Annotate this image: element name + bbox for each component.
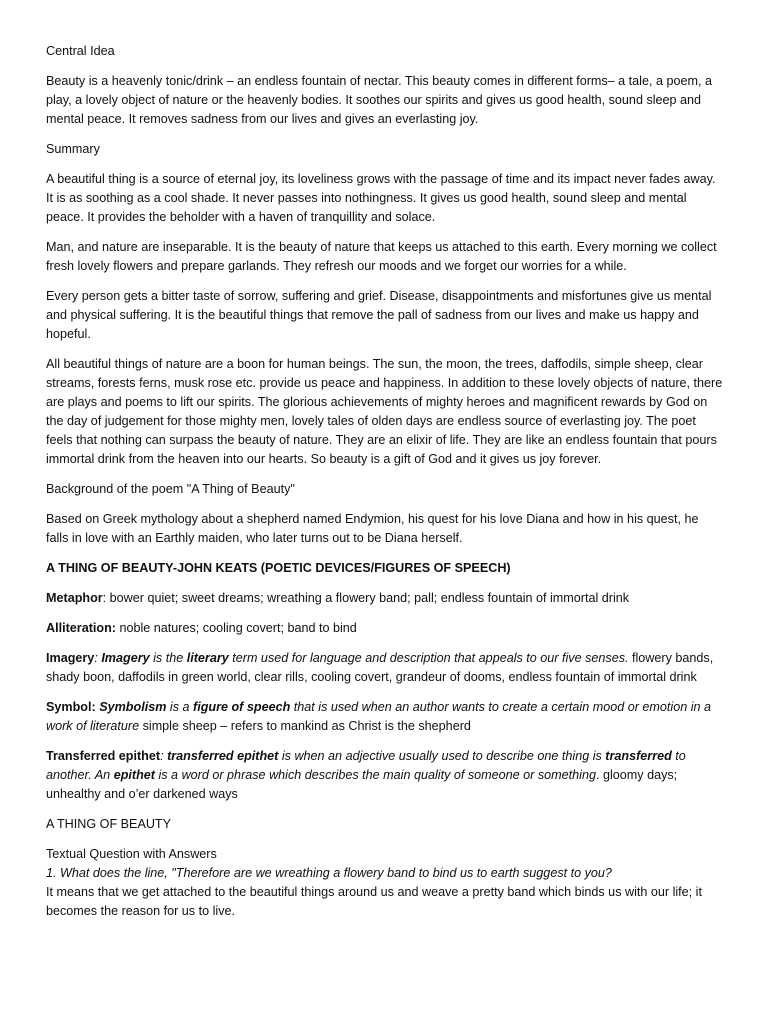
imagery-label: Imagery xyxy=(46,651,95,665)
summary-paragraph-2: Man, and nature are inseparable. It is the beauty of nature that keeps us attached to this earth. Every morning we collect fresh lovely flowers and prepare garlands. They refresh our moods and we forget our worries for a while. xyxy=(46,240,717,273)
qa-heading: Textual Question with Answers xyxy=(46,847,217,861)
transferred-text: . gloomy days; unhealthy and o’er darkened ways xyxy=(46,768,678,801)
background-heading: Background of the poem "A Thing of Beauty" xyxy=(46,482,295,496)
imagery-term-2: literary xyxy=(186,651,229,665)
imagery-term: Imagery xyxy=(101,651,150,665)
qa-answer-1: It means that we get attached to the beautiful things around us and weave a pretty band which binds us with our life; it becomes the reason for us to live. xyxy=(46,885,702,918)
metaphor-label: Metaphor xyxy=(46,591,103,605)
symbol-colon: : xyxy=(91,700,100,714)
metaphor-text: : bower quiet; sweet dreams; wreathing a flowery band; pall; endless fountain of immortal drink xyxy=(102,591,630,605)
imagery-text: flowery bands, shady boon, daffodils in green world, clear rills, cooling covert, grandeur of dooms, endless fountain of immortal drink xyxy=(46,651,714,684)
transferred-def-1: is when an adjective usually used to describe one thing is xyxy=(278,749,606,763)
metaphor-entry xyxy=(46,589,724,608)
transferred-label: Transferred epithet xyxy=(46,749,161,763)
alliteration-label: Alliteration: xyxy=(46,621,116,635)
transferred-def-2: to another. An xyxy=(46,749,686,782)
symbol-term: Symbolism xyxy=(99,700,167,714)
symbol-def-2: that is used when an author wants to create a certain mood or emotion in a work of literature xyxy=(46,700,712,733)
transferred-term: transferred epithet xyxy=(167,749,279,763)
imagery-entry xyxy=(46,649,724,687)
symbol-def-1: is a xyxy=(166,700,193,714)
transferred-term-3: epithet xyxy=(113,768,155,782)
central-idea-body: Beauty is a heavenly tonic/drink – an endless fountain of nectar. This beauty comes in different forms– a tale, a poem, a play, a lovely object of nature or the heavenly bodies. It soothes our spirits and gives us good health, sound sleep and mental peace. It removes sadness from our lives and gives an everlasting joy. xyxy=(46,74,712,126)
transferred-epithet-entry xyxy=(46,747,724,804)
summary-paragraph-3: Every person gets a bitter taste of sorrow, suffering and grief. Disease, disappointments and misfortunes give us mental and physical suffering. It is the beautiful things that remove the pall of sadness from our lives and make us happy and hopeful. xyxy=(46,289,712,341)
devices-heading: A THING OF BEAUTY-JOHN KEATS (POETIC DEVICES/FIGURES OF SPEECH) xyxy=(46,561,511,575)
background-body: Based on Greek mythology about a shepherd named Endymion, his quest for his love Diana and how in his quest, he falls in love with an Earthly maiden, who later turns out to be Diana herself. xyxy=(46,512,699,545)
symbol-label: Symbol xyxy=(46,700,92,714)
transferred-term-2: transferred xyxy=(605,749,672,763)
thing-of-beauty-heading: A THING OF BEAUTY xyxy=(46,817,172,831)
symbol-text: simple sheep – refers to mankind as Christ is the shepherd xyxy=(139,719,471,733)
alliteration-text: noble natures; cooling covert; band to bind xyxy=(115,621,357,635)
document-page xyxy=(46,42,724,932)
summary-paragraph-1: A beautiful thing is a source of eternal joy, its loveliness grows with the passage of time and its impact never fades away. It is as soothing as a cool shade. It never passes into nothingness. It gives us good health, sound sleep and mental peace. It provides the beholder with a haven of tranquillity and solace. xyxy=(46,172,716,224)
central-idea-heading: Central Idea xyxy=(46,44,115,58)
summary-paragraph-4: All beautiful things of nature are a boon for human beings. The sun, the moon, the trees, daffodils, simple sheep, clear streams, forests ferns, musk rose etc. provide us peace and happiness. In addition to these lovely objects of nature, there are plays and poems to lift our spirits. The glorious achievements of mighty heroes and magnificent rewards by God on the day of judgement for those mighty men, lovely tales of olden days are endless source of everlasting joy. The poet feels that nothing can surpass the beauty of nature. They are an elixir of life. They are like an endless fountain that pours immortal drink from the heaven into our hearts. So beauty is a gift of God and it gives us joy forever. xyxy=(46,357,723,466)
alliteration-entry xyxy=(46,619,724,638)
transferred-def-3: is a word or phrase which describes the main quality of someone or something xyxy=(154,768,596,782)
symbol-entry xyxy=(46,698,724,736)
qa-question-1: 1. What does the line, "Therefore are we wreathing a flowery band to bind us to earth suggest to you? xyxy=(46,866,612,880)
symbol-term-2: figure of speech xyxy=(193,700,291,714)
imagery-colon: : xyxy=(94,651,102,665)
summary-heading: Summary xyxy=(46,142,100,156)
transferred-colon: : xyxy=(160,749,168,763)
imagery-def-2: term used for language and description that appeals to our five senses. xyxy=(228,651,629,665)
imagery-def-1: is the xyxy=(149,651,187,665)
